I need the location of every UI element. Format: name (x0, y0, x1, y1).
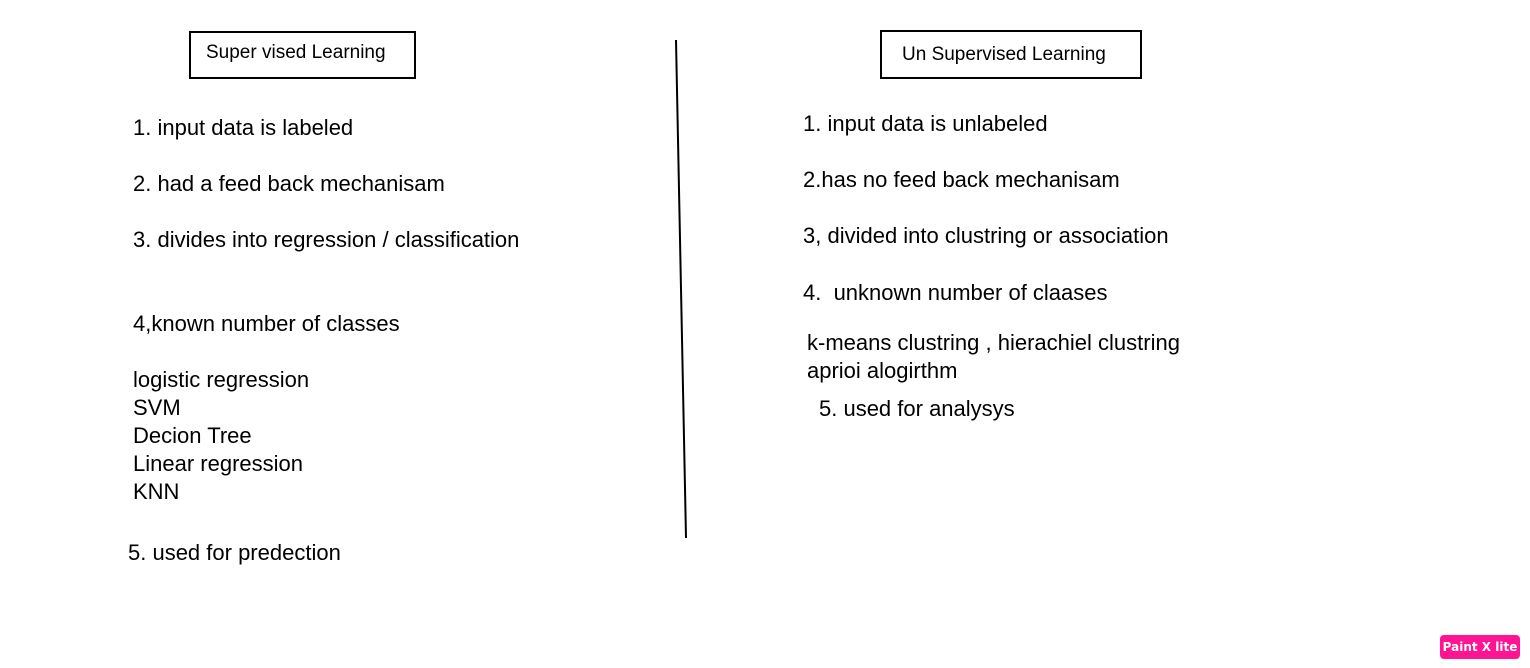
unsupervised-algorithm-list (807, 329, 1180, 385)
supervised-algorithm-list (133, 366, 309, 506)
supervised-title-box (189, 31, 416, 79)
supervised-item-1: 1. input data is labeled (133, 115, 354, 140)
supervised-item-4: 4,known number of classes (133, 311, 400, 336)
supervised-usage: 5. used for predection (128, 540, 341, 565)
unsupervised-item-4: 4. unknown number of claases (803, 280, 1108, 305)
supervised-item-2: 2. had a feed back mechanisam (133, 171, 445, 196)
supervised-algorithm: logistic regression (133, 367, 310, 392)
supervised-item-3: 3. divides into regression / classification (133, 227, 520, 252)
supervised-title: Super vised Learning (206, 42, 386, 63)
unsupervised-algorithm: k-means clustring , hierachiel clustring (807, 330, 1180, 355)
supervised-algorithm: Linear regression (133, 451, 303, 476)
unsupervised-usage: 5. used for analysys (819, 396, 1015, 421)
supervised-algorithm: KNN (133, 479, 180, 504)
unsupervised-item-2: 2.has no feed back mechanisam (803, 167, 1120, 192)
unsupervised-title: Un Supervised Learning (902, 44, 1106, 65)
unsupervised-item-1: 1. input data is unlabeled (803, 111, 1048, 136)
supervised-algorithm: SVM (133, 395, 181, 420)
unsupervised-algorithm: aprioi alogirthm (807, 358, 958, 383)
unsupervised-item-3: 3, divided into clustring or association (803, 223, 1169, 248)
paint-x-lite-watermark: Paint X lite (1440, 635, 1520, 659)
supervised-algorithm: Decion Tree (133, 423, 252, 448)
divider-line (676, 40, 686, 538)
unsupervised-title-box (880, 30, 1142, 79)
